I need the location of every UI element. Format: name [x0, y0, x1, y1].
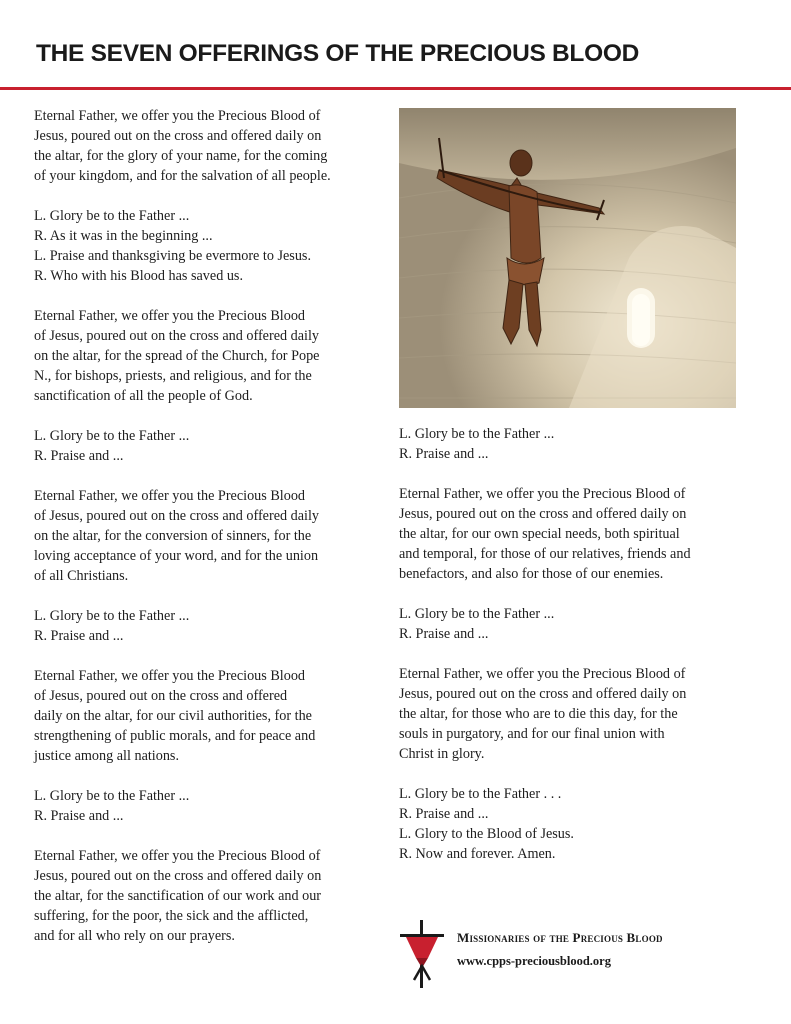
organization-name: Missionaries of the Precious Blood	[457, 930, 663, 945]
prayer-block	[399, 664, 755, 764]
text-line: souls in purgatory, and for our final union with	[399, 726, 665, 742]
text-line: loving acceptance of your word, and for the union	[34, 548, 319, 564]
prayer-block	[34, 666, 386, 766]
prayer-block	[34, 786, 386, 826]
prayer-block	[34, 426, 386, 466]
text-line: Christ in glory.	[399, 746, 485, 762]
prayer-block	[399, 784, 755, 864]
text-line: L. Glory be to the Father . . .	[399, 786, 562, 802]
text-line: the altar, for those who are to die this day, for the	[399, 706, 678, 722]
text-line: on the altar, for the spread of the Church, for Pope	[34, 348, 320, 364]
text-line: L. Glory be to the Father ...	[34, 208, 190, 224]
right-column	[399, 424, 755, 864]
text-line: on the altar, for the conversion of sinners, for the	[34, 528, 312, 544]
text-line: justice among all nations.	[34, 748, 179, 764]
text-line: L. Glory to the Blood of Jesus.	[399, 826, 574, 842]
page-title: THE SEVEN OFFERINGS OF THE PRECIOUS BLOOD	[36, 40, 639, 67]
text-line: sanctification of all the people of God.	[34, 388, 253, 404]
text-line: R. Praise and ...	[34, 448, 124, 464]
text-line: R. Praise and ...	[399, 806, 489, 822]
text-line: Eternal Father, we offer you the Precious Blood	[34, 668, 306, 684]
prayer-block	[34, 206, 386, 286]
text-line: Eternal Father, we offer you the Precious Blood	[34, 488, 306, 504]
text-line: R. Who with his Blood has saved us.	[34, 268, 244, 284]
text-line: Eternal Father, we offer you the Precious Blood	[34, 308, 306, 324]
text-line: and for all who rely on our prayers.	[34, 928, 235, 944]
text-line: Jesus, poured out on the cross and offered daily on	[399, 686, 687, 702]
text-line: of your kingdom, and for the salvation of all people.	[34, 168, 331, 184]
prayer-block	[34, 606, 386, 646]
title-rule	[0, 87, 791, 90]
text-line: L. Glory be to the Father ...	[399, 606, 555, 622]
text-line: the altar, for our own special needs, both spiritual	[399, 526, 680, 542]
text-line: of Jesus, poured out on the cross and offered daily	[34, 508, 319, 524]
prayer-block	[399, 604, 755, 644]
prayer-block	[399, 484, 755, 584]
prayer-block	[399, 424, 755, 464]
text-line: Jesus, poured out on the cross and offered daily on	[34, 868, 322, 884]
prayer-block	[34, 486, 386, 586]
text-line: R. Praise and ...	[399, 626, 489, 642]
text-line: L. Glory be to the Father ...	[34, 608, 190, 624]
text-line: daily on the altar, for our civil authorities, for the	[34, 708, 312, 724]
text-line: benefactors, and also for those of our enemies.	[399, 566, 664, 582]
text-line: R. Praise and ...	[34, 808, 124, 824]
text-line: L. Glory be to the Father ...	[34, 428, 190, 444]
text-line: of Jesus, poured out on the cross and offered	[34, 688, 288, 704]
crucifix-photo	[399, 108, 736, 408]
text-line: Eternal Father, we offer you the Precious Blood of	[34, 848, 321, 864]
text-line: N., for bishops, priests, and religious, and for the	[34, 368, 312, 384]
text-line: R. As it was in the beginning ...	[34, 228, 213, 244]
text-line: L. Glory be to the Father ...	[399, 426, 555, 442]
text-line: the altar, for the sanctification of our work and our	[34, 888, 322, 904]
text-line: of Jesus, poured out on the cross and offered daily	[34, 328, 319, 344]
text-line: Jesus, poured out on the cross and offered daily on	[34, 128, 322, 144]
text-line: Eternal Father, we offer you the Precious Blood of	[399, 486, 686, 502]
text-line: R. Praise and ...	[399, 446, 489, 462]
website-url[interactable]: www.cpps-preciousblood.org	[457, 954, 611, 968]
text-line: R. Praise and ...	[34, 628, 124, 644]
text-line: strengthening of public morals, and for peace and	[34, 728, 316, 744]
text-line: of all Christians.	[34, 568, 129, 584]
text-line: suffering, for the poor, the sick and the afflicted,	[34, 908, 309, 924]
left-column	[34, 106, 386, 946]
text-line: Jesus, poured out on the cross and offered daily on	[399, 506, 687, 522]
text-line: Eternal Father, we offer you the Precious Blood of	[34, 108, 321, 124]
text-line: the altar, for the glory of your name, for the coming	[34, 148, 328, 164]
prayer-block	[34, 106, 386, 186]
text-line: and temporal, for those of our relatives, friends and	[399, 546, 691, 562]
text-line: R. Now and forever. Amen.	[399, 846, 556, 862]
text-line: L. Praise and thanksgiving be evermore to Jesus.	[34, 248, 311, 264]
text-line: Eternal Father, we offer you the Precious Blood of	[399, 666, 686, 682]
crucifix-illustration	[399, 108, 736, 408]
cross-chalice-logo-icon	[398, 918, 446, 990]
text-line: L. Glory be to the Father ...	[34, 788, 190, 804]
prayer-block	[34, 306, 386, 406]
prayer-block	[34, 846, 386, 946]
